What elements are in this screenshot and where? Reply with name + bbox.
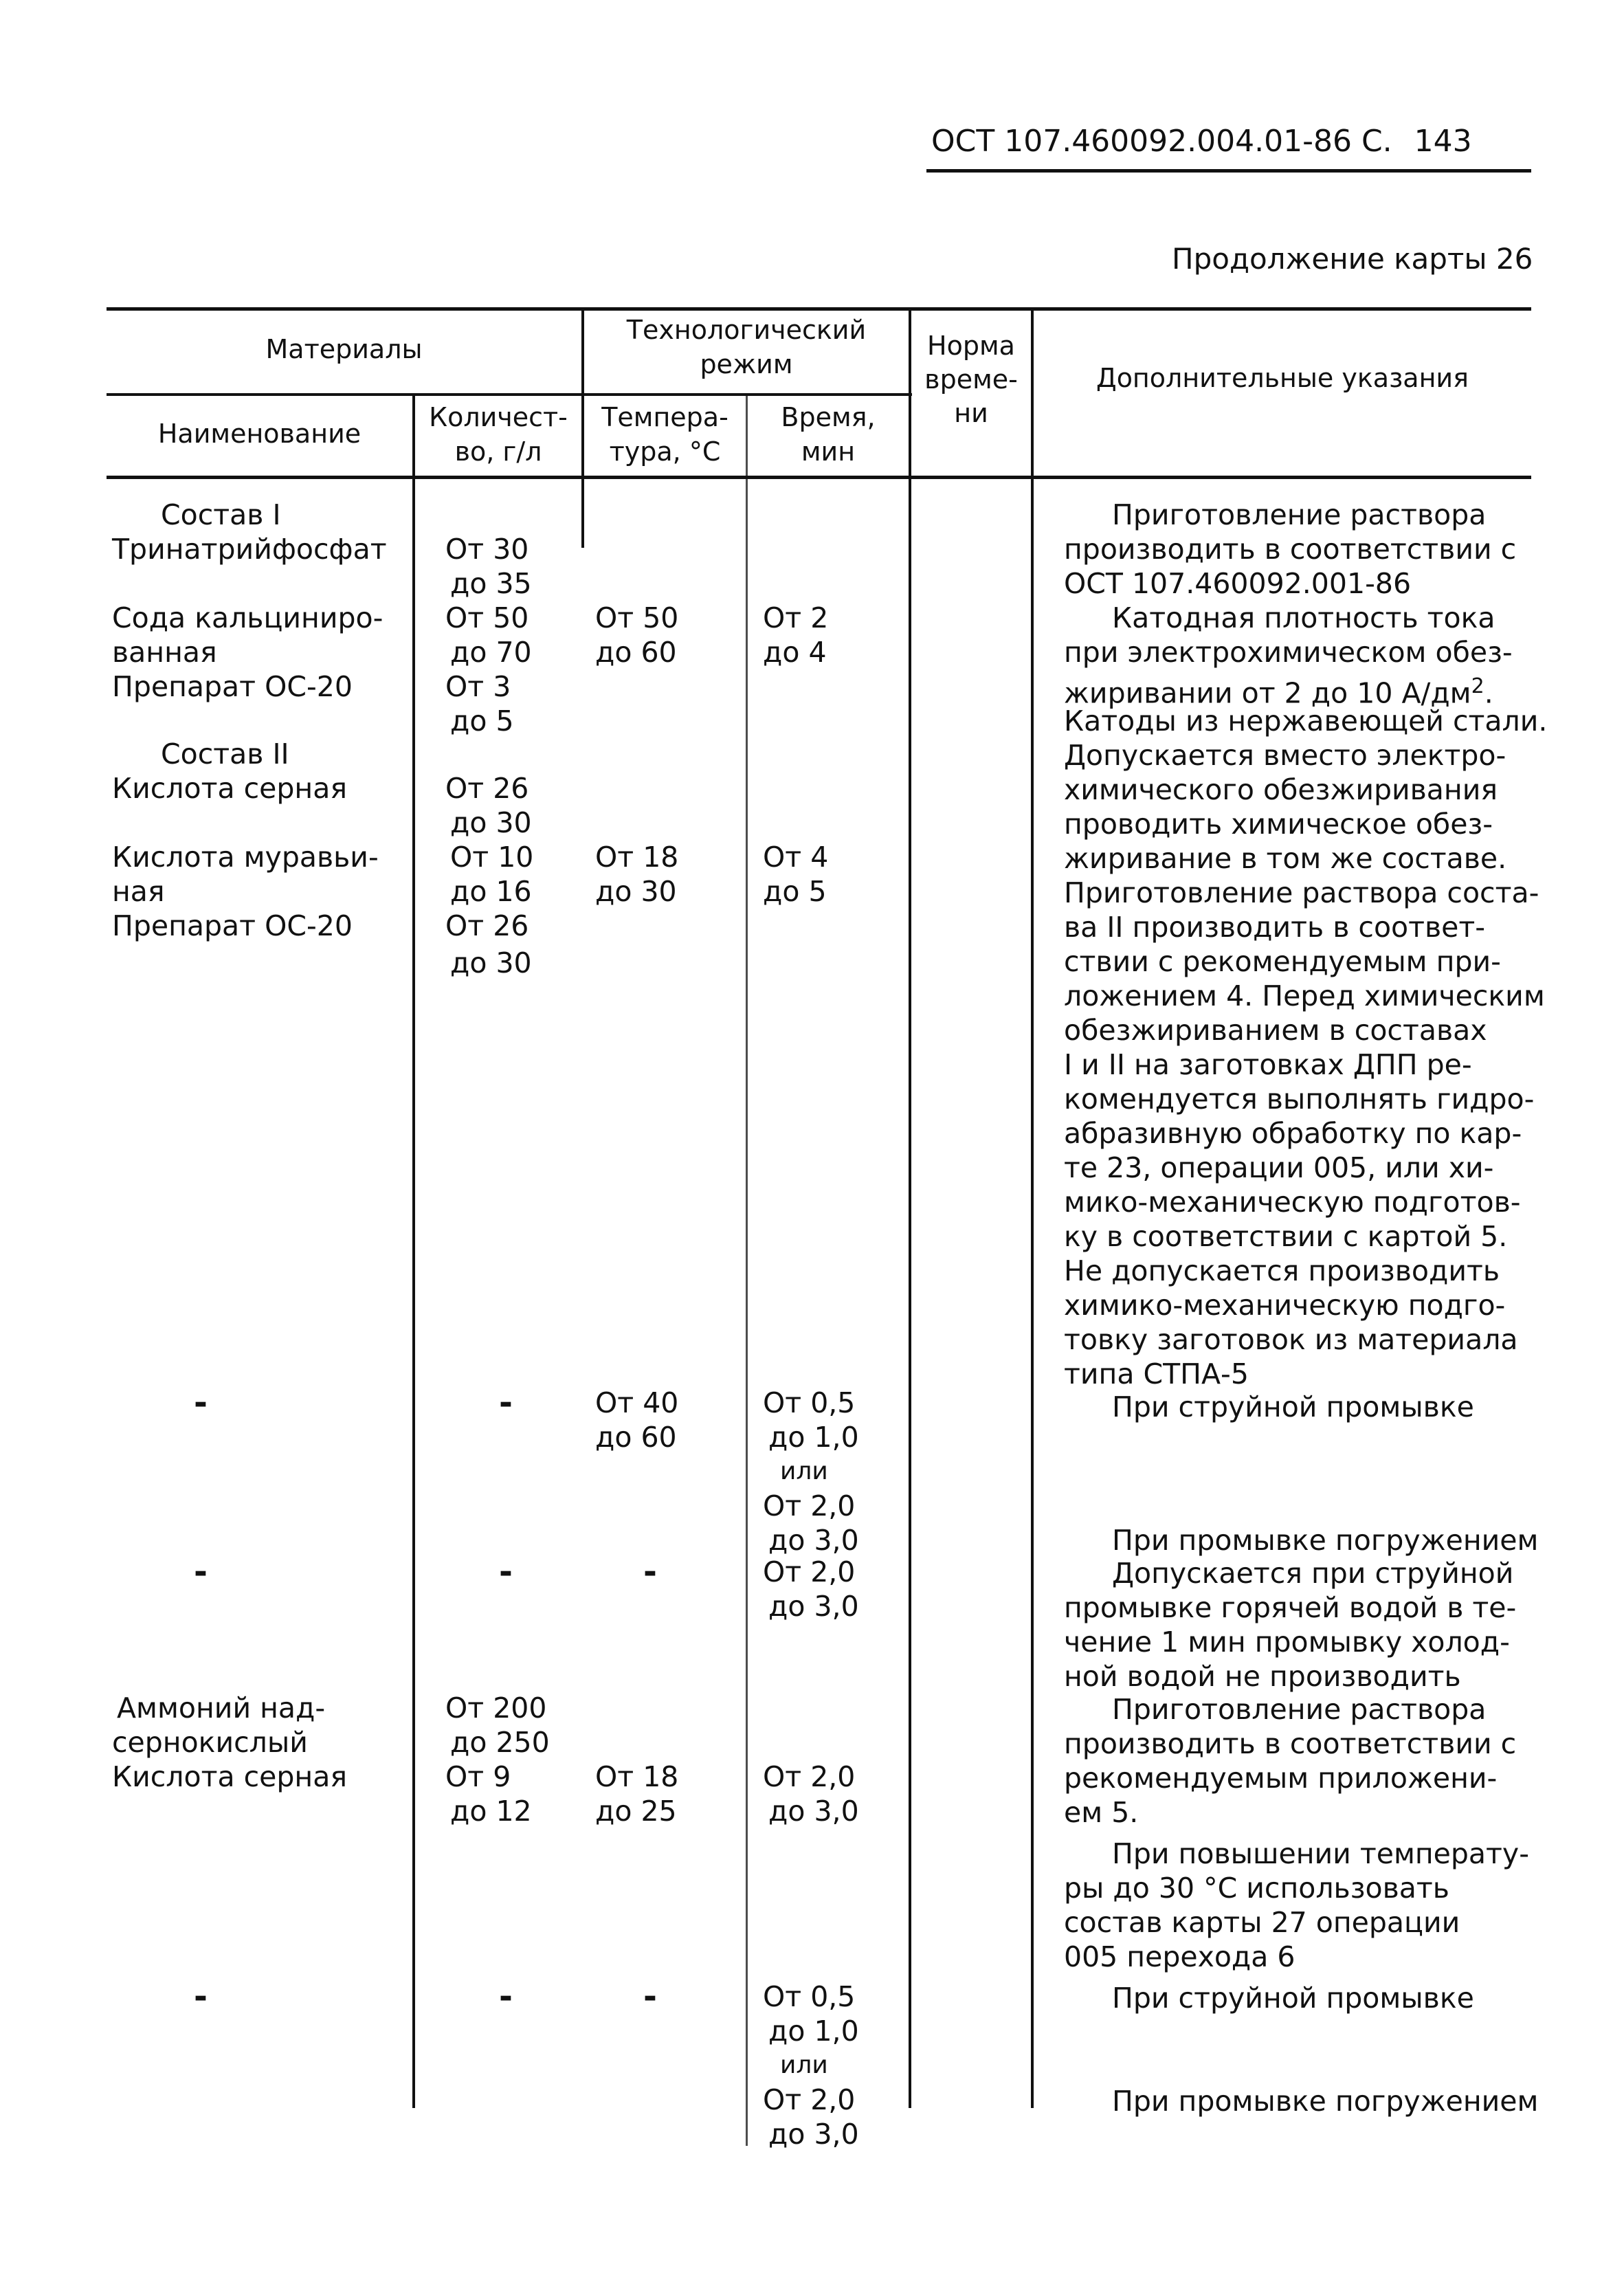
note-line: рекомендуемым приложени- (1064, 1762, 1498, 1795)
note-line: Катодная плотность тока (1112, 601, 1495, 634)
header-extra-notes: Дополнительные указания (1096, 363, 1469, 393)
qty-cell: до 70 (450, 636, 532, 669)
note-line: ложением 4. Перед химическим (1064, 979, 1545, 1012)
note-line: ку в соответствии с картой 5. (1064, 1220, 1508, 1253)
note-line: те 23, операции 005, или хи- (1064, 1151, 1494, 1184)
name-cell: Состав I (161, 498, 281, 531)
qty-cell: От 30 (445, 533, 529, 566)
col-divider-name-qty (412, 393, 415, 2108)
note-line: При струйной промывке (1112, 1982, 1474, 2015)
header-time-line2: мин (801, 436, 856, 467)
name-cell: Препарат ОС-20 (112, 670, 353, 703)
col-divider-norm-notes (1031, 307, 1034, 2108)
time-cell: От 2 (763, 601, 829, 634)
note-line: проводить химическое обез- (1064, 808, 1493, 841)
note-line: состав карты 27 операции (1064, 1906, 1460, 1939)
note-line: При промывке погружением (1112, 2085, 1539, 2118)
note-line: ной водой не производить (1064, 1660, 1461, 1693)
note-line: I и II на заготовках ДПП ре- (1064, 1048, 1472, 1081)
note-line: химического обезжиривания (1064, 773, 1498, 806)
qty-cell: до 12 (450, 1795, 532, 1828)
note-line: Не допускается производить (1064, 1254, 1500, 1287)
header-time-line1: Время, (781, 402, 876, 432)
header-norm-line1: Норма (927, 331, 1015, 361)
qty-cell: От 26 (445, 909, 529, 942)
note-line: Приготовление раствора (1112, 498, 1487, 531)
header-tech-mode-line2: режим (700, 349, 793, 379)
note-line: Приготовление раствора (1112, 1693, 1487, 1726)
name-dash: - (194, 1977, 208, 2016)
header-rule (926, 169, 1531, 173)
qty-cell: до 16 (450, 875, 532, 908)
header-name: Наименование (157, 419, 361, 449)
time-cell: до 4 (763, 636, 827, 669)
temp-dash: - (643, 1553, 657, 1591)
temp-cell: От 18 (595, 1760, 679, 1793)
header-qty-line1: Количест- (429, 402, 568, 432)
continuation-label: Продолжение карты 26 (1172, 242, 1533, 276)
time-cell: до 3,0 (768, 2118, 859, 2151)
name-cell: сернокислый (112, 1726, 308, 1759)
qty-dash: - (499, 1977, 513, 2016)
note-line: ва II производить в соответ- (1064, 911, 1486, 944)
name-cell: ванная (112, 636, 217, 669)
name-dash: - (194, 1384, 208, 1422)
header-norm-line3: ни (954, 398, 988, 428)
note-line: типа СТПА-5 (1064, 1357, 1249, 1390)
qty-cell: От 9 (445, 1760, 511, 1793)
time-cell: От 2,0 (763, 1489, 856, 1522)
temp-cell: до 25 (595, 1795, 677, 1828)
header-norm-line2: време- (924, 364, 1018, 395)
qty-cell: до 35 (450, 567, 532, 600)
note-line: жиривание в том же составе. (1064, 842, 1507, 875)
note-line: при электрохимическом обез- (1064, 636, 1513, 669)
note-line: Допускается при струйной (1112, 1557, 1514, 1590)
temp-cell: до 30 (595, 875, 677, 908)
name-cell: Сода кальциниро- (112, 601, 383, 634)
qty-dash: - (499, 1553, 513, 1591)
note-line: производить в соответствии с (1064, 533, 1517, 566)
time-cell: до 3,0 (768, 1524, 859, 1557)
temp-cell: до 60 (595, 1421, 677, 1454)
time-cell: От 0,5 (763, 1386, 856, 1419)
note-line: Допускается вместо электро- (1064, 739, 1506, 772)
qty-cell: до 30 (450, 806, 532, 839)
note-line: химико-механическую подго- (1064, 1289, 1506, 1322)
time-cell: до 1,0 (768, 1421, 859, 1454)
document-code-text: ОСТ 107.460092.004.01-86 С. (931, 124, 1392, 159)
temp-cell: до 60 (595, 636, 677, 669)
note-line: 005 перехода 6 (1064, 1940, 1295, 1973)
time-cell: От 2,0 (763, 1760, 856, 1793)
name-cell: Кислота муравьи- (112, 841, 379, 874)
header-bottom-rule (107, 476, 1531, 479)
temp-cell: От 18 (595, 841, 679, 874)
note-text: . (1484, 676, 1493, 710)
col-divider-mode-norm (909, 307, 911, 2108)
note-line: комендуется выполнять гидро- (1064, 1083, 1535, 1116)
name-cell: Препарат ОС-20 (112, 909, 353, 942)
qty-cell: до 250 (450, 1726, 550, 1759)
page-number: 143 (1414, 124, 1472, 159)
col-divider-temp-time (746, 393, 748, 2146)
name-cell: Тринатрийфосфат (112, 533, 387, 566)
time-cell: От 2,0 (763, 1555, 856, 1588)
time-cell: до 3,0 (768, 1795, 859, 1828)
note-superscript: 2 (1471, 674, 1484, 698)
qty-cell: до 30 (450, 946, 532, 979)
header-materials: Материалы (265, 334, 423, 364)
temp-cell: От 40 (595, 1386, 679, 1419)
time-cell: или (780, 1457, 828, 1485)
note-line: При струйной промывке (1112, 1390, 1474, 1423)
qty-cell: От 3 (445, 670, 511, 703)
note-line: товку заготовок из материала (1064, 1323, 1518, 1356)
note-line: абразивную обработку по кар- (1064, 1117, 1522, 1150)
qty-cell: до 5 (450, 705, 514, 738)
note-line: промывке горячей водой в те- (1064, 1591, 1517, 1624)
table-top-rule (107, 307, 1531, 311)
note-line: производить в соответствии с (1064, 1727, 1517, 1760)
qty-cell: От 50 (445, 601, 529, 634)
temp-cell: От 50 (595, 601, 679, 634)
time-cell: От 0,5 (763, 1980, 856, 2013)
note-line: При промывке погружением (1112, 1524, 1539, 1557)
note-line: мико-механическую подготов- (1064, 1186, 1521, 1219)
subheader-rule (107, 393, 912, 396)
name-dash: - (194, 1553, 208, 1591)
temp-dash: - (643, 1977, 657, 2016)
name-cell: Аммоний над- (117, 1692, 326, 1725)
note-line: чение 1 мин промывку холод- (1064, 1626, 1510, 1659)
name-cell: ная (112, 875, 165, 908)
note-line: Катоды из нержавеющей стали. (1064, 705, 1548, 738)
qty-cell: От 26 (445, 772, 529, 805)
note-line: ствии с рекомендуемым при- (1064, 945, 1501, 978)
header-temp-line2: тура, °С (609, 436, 721, 467)
note-line: Приготовление раствора соста- (1064, 876, 1539, 909)
document-code (931, 122, 1472, 161)
header-temp-line1: Темпера- (601, 402, 728, 432)
time-cell: или (780, 2051, 828, 2079)
time-cell: до 5 (763, 875, 827, 908)
time-cell: От 2,0 (763, 2083, 856, 2116)
time-cell: От 4 (763, 841, 829, 874)
note-line: ры до 30 °С использовать (1064, 1872, 1449, 1905)
note-line: При повышении температу- (1112, 1837, 1529, 1870)
qty-dash: - (499, 1384, 513, 1422)
note-text: жиривании от 2 до 10 А/дм (1064, 676, 1471, 710)
time-cell: до 3,0 (768, 1590, 859, 1623)
name-cell: Кислота серная (112, 772, 348, 805)
note-line: обезжириванием в составах (1064, 1014, 1487, 1047)
note-line: ОСТ 107.460092.001-86 (1064, 567, 1412, 600)
name-cell: Кислота серная (112, 1760, 348, 1793)
header-tech-mode-line1: Технологический (626, 315, 867, 345)
qty-cell: От 200 (445, 1692, 547, 1725)
note-line: ем 5. (1064, 1796, 1139, 1829)
name-cell: Состав II (161, 738, 289, 770)
header-qty-line2: во, г/л (454, 436, 542, 467)
time-cell: до 1,0 (768, 2015, 859, 2048)
qty-cell: От 10 (450, 841, 534, 874)
